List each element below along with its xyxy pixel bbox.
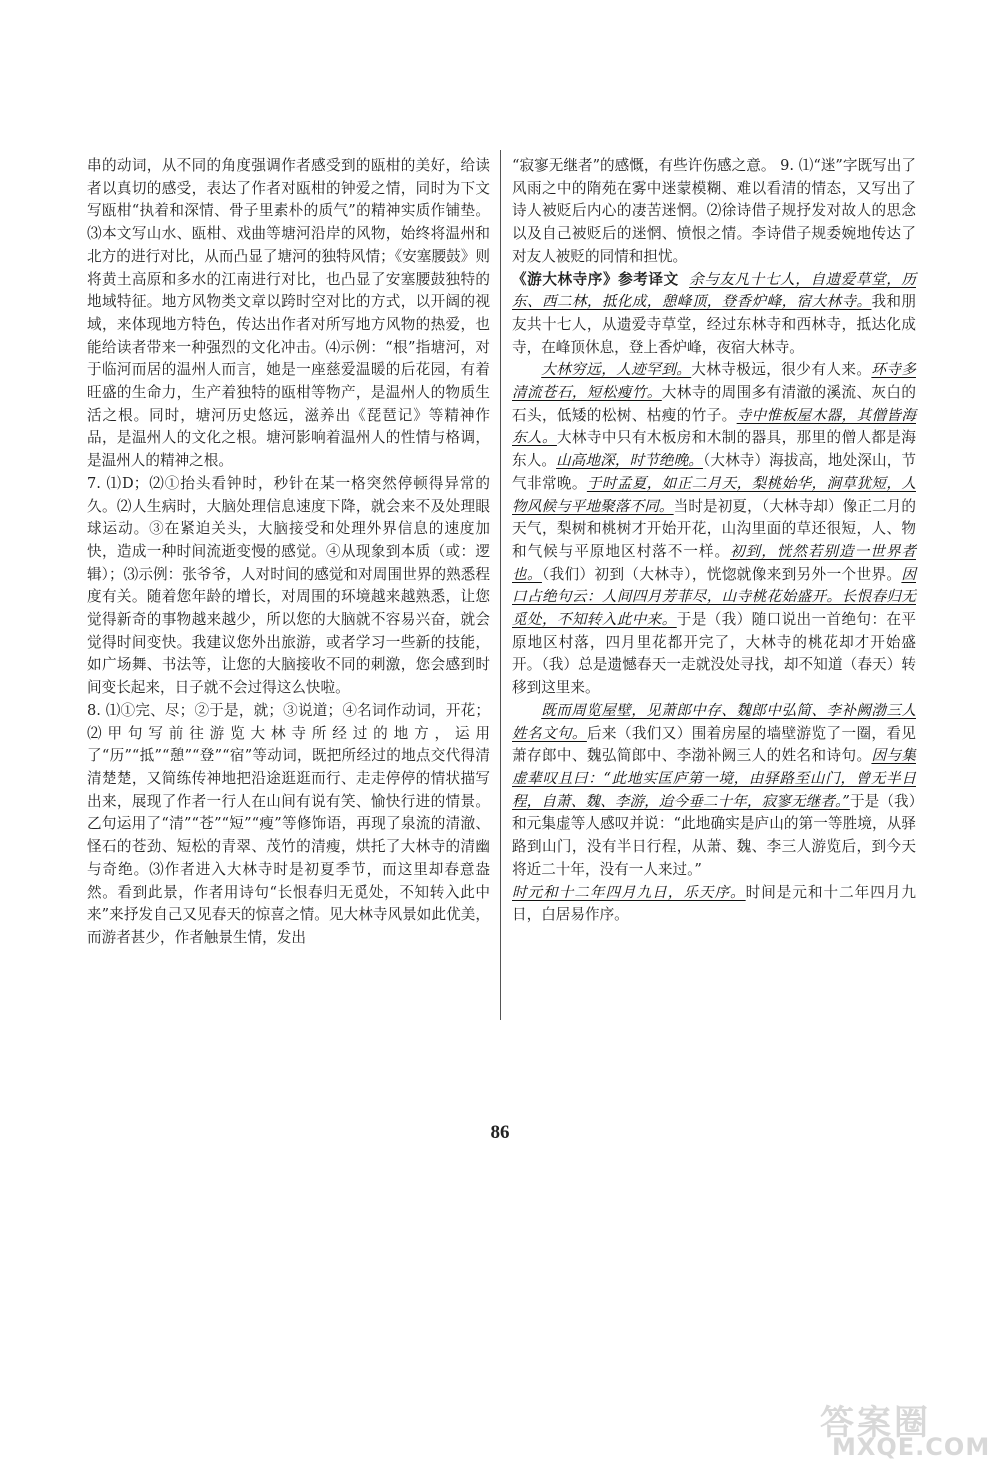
right-column [512, 155, 916, 927]
translation-paragraph-3 [512, 700, 916, 882]
answer-9: “寂寥无继者”的感慨，有些许伤感之意。 9. ⑴“迷”字既写出了风雨之中的隋苑在雾中迷蒙模糊、难以看清的情态，又写出了诗人被贬后内心的凄苦迷惘。⑵徐诗借子规抒发对故人的思念以及自己被贬后的迷惘、愤恨之情。李诗借子规委婉地传达了对友人被贬的同情和担忧。 [512, 157, 916, 265]
handwritten-original: 寺中惟板屋木器，其僧皆海东人。 [512, 406, 916, 447]
translation-text: 我和朋友共十七人，从遗爱寺草堂，经过东林寺和西林寺，抵达化成寺，在峰顶休息，登上香炉峰，夜宿大林寺。 [512, 293, 916, 356]
translation-text: （我们）初到（大林寺），恍惚就像来到另外一个世界。 [541, 565, 902, 583]
watermark-url: MXQE.COM [832, 1433, 991, 1461]
translation-paragraph-4 [512, 882, 916, 927]
translation-text: 大林寺的周围多有清澈的溪流、灰白的石头，低矮的松树、枯瘦的竹子。 [512, 384, 916, 424]
handwritten-original: 时元和十二年四月九日，乐天序。 [512, 883, 746, 901]
answer-8: 8. ⑴①完、尽；②于是，就；③说道；④名词作动词，开花；⑵甲句写前往游览大林寺所经过的地方，运用了“历”“抵”“憩”“登”“宿”等动词，既把所经过的地点交代得清清楚楚，又简练传神地把沿途逛逛而行、走走停停的情状描写出来，展现了作者一行人在山间有说有笑、愉快行进的情景。乙句运用了“清”“苍”“短”“瘦”等修饰语，再现了泉流的清澈、怪石的苍劲、短松的青翠、茂竹的清瘦，烘托了大林寺的清幽与奇绝。⑶作者进入大林寺时是初夏季节，而这里却春意盎然。看到此景，作者用诗句“长恨春归无觅处，不知转入此中来”来抒发自己又见春天的惊喜之情。见大林寺风景如此优美，而游者甚少，作者触景生情，发出 [87, 701, 490, 946]
translation-text: 于是（我）随口说出一首绝句：在平原地区村落，四月里花都开完了，大林寺的桃花却才开始盛开。（我）总是遗憾春天一走就没处寻找，却不知道（春天）转移到这里来。 [512, 611, 916, 697]
handwritten-original: 因口占绝句云：人间四月芳菲尽，山寺桃花始盛开。长恨春归无觅处，不知转入此中来。 [512, 565, 916, 629]
translation-text: 大林寺中只有木板房和木制的器具，那里的僧人都是海东人。 [512, 429, 916, 470]
column-divider [500, 150, 501, 1020]
answer-6-continued: 串的动词，从不同的角度强调作者感受到的瓯柑的美好，给读者以真切的感受，表达了作者对瓯柑的钟爱之情，同时为下文写瓯柑“执着和深情、骨子里素朴的质气”的精神实质作铺垫。⑶本文写山水、瓯柑、戏曲等塘河沿岸的风物，始终将温州和北方的进行对比，从而凸显了塘河的独特风情；《安塞腰鼓》则将黄土高原和多水的江南进行对比，也凸显了安塞腰鼓独特的地域特征。地方风物类文章以跨时空对比的方式，以开阔的视域，来体现地方特色，传达出作者对所写地方风物的热爱，也能给读者带来一种强烈的文化冲击。⑷示例：“根”指塘河，对于临河而居的温州人而言，她是一座慈爱温暖的后花园，有着旺盛的生命力，生产着独特的瓯柑等物产，是温州人的物质生活之根。同时，塘河历史悠远，滋养出《琵琶记》等精神作品，是温州人的文化之根。塘河影响着温州人的性情与格调，是温州人的精神之根。 [87, 157, 490, 470]
left-column [87, 155, 490, 950]
answer-7: 7. ⑴D；⑵①抬头看钟时，秒针在某一格突然停顿得异常的久。⑵人生病时，大脑处理信息速度下降，就会来不及处理眼球运动。③在紧迫关头，大脑接受和处理外界信息的速度加快，造成一种时间流逝变慢的感觉。④从现象到本质（或：逻辑）；⑶示例：张爷爷，人对时间的感觉和对周围世界的熟悉程度有关。随着您年龄的增长，对周围的环境越来越熟悉，让您觉得新奇的事物越来越少，所以您的大脑就不容易兴奋，就会觉得时间变快。我建议您外出旅游，或者学习一些新的技能，如广场舞、书法等，让您的大脑接收不同的刺激，您会感到时间变长起来，日子就不会过得这么快啦。 [87, 474, 490, 697]
translation-title: 《游大林寺序》参考译文 [512, 270, 679, 288]
translation-paragraph-1 [512, 269, 916, 360]
watermark-logo [820, 1395, 990, 1465]
handwritten-original: 余与友凡十七人，自遗爱草堂，历东、西二林，抵化成，憩峰顶，登香炉峰，宿大林寺。 [512, 270, 916, 311]
translation-text: 时间是元和十二年四月九日，白居易作序。 [512, 883, 916, 924]
translation-text: （大林寺）海拔高，地处深山，节气非常晚。 [512, 452, 916, 492]
translation-text: 当时是初夏，（大林寺却）像正二月的天气，梨树和桃树才开始开花，山沟里面的草还很短，人、物和气候与平原地区村落不一样。 [512, 497, 916, 560]
handwritten-original: 大林穷远，人迹罕到。 [541, 361, 692, 379]
translation-text: 后来（我们又）围着房屋的墙壁游览了一圈，看见萧存郎中、魏弘简郎中、李渤补阙三人的姓名和诗句。 [512, 724, 916, 765]
page-number: 86 [490, 1122, 510, 1143]
handwritten-original: 因与集虚辈叹且曰：“此地实匡庐第一境，由驿路至山门，曾无半日程，自萧、魏、李游，迨今垂二十年，寂寥无继者。” [512, 747, 916, 810]
translation-paragraph-2 [512, 359, 916, 700]
handwritten-original: 既而周览屋壁，见萧郎中存、魏郎中弘简、李补阙渤三人姓名文句。 [512, 701, 916, 742]
handwritten-original: 山高地深，时节绝晚。 [556, 452, 703, 470]
watermark-text: 答案圈 [820, 1403, 931, 1443]
translation-text: 于是（我）和元集虚等人感叹并说：“此地确实是庐山的第一等胜境，从驿路到山门，没有半日行程，从萧、魏、李三人游览后，到今天将近二十年，没有一人来过。” [512, 792, 916, 878]
handwritten-original: 于时孟夏，如正二月天，梨桃始华，涧草犹短，人物风候与平地聚落不同。 [512, 474, 916, 515]
translation-text: 大林寺极远，很少有人来。 [691, 361, 872, 379]
handwritten-original: 环寺多清流苍石，短松瘦竹。 [512, 361, 916, 402]
handwritten-original: 初到，恍然若别造一世界者也。 [512, 542, 916, 583]
